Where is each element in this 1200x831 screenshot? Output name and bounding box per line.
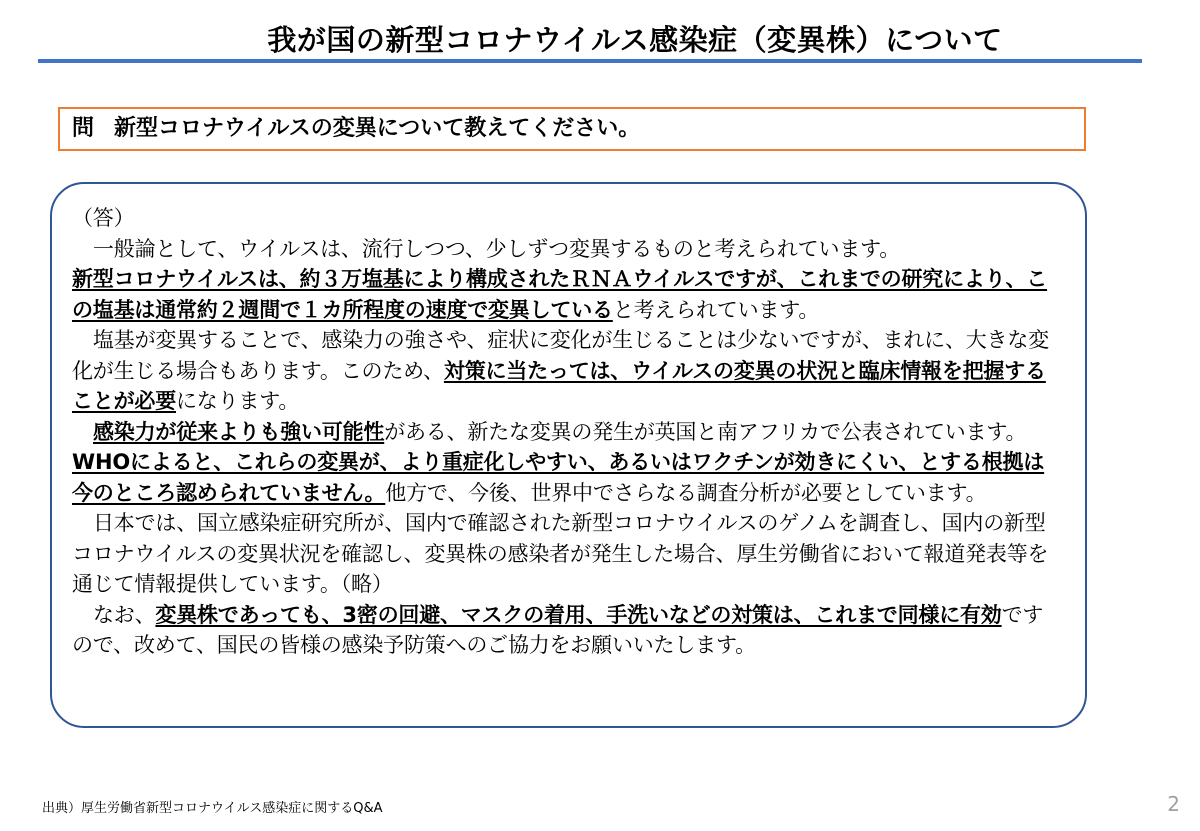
- question-text: 新型コロナウイルスの変異について教えてください。: [114, 116, 641, 141]
- answer-paragraph-4: [72, 417, 1062, 509]
- p2-emphasis: 新型コロナウイルスは、約３万塩基により構成されたＲＮＡウイルスですが、これまでの研究により、この塩基は通常約２週間で１カ所程度の速度で変異している: [72, 267, 1048, 322]
- p2-tail: と考えられています。: [612, 297, 820, 322]
- question-label: 問: [72, 116, 95, 141]
- p5-text: 日本では、国立感染症研究所が、国内で確認された新型コロナウイルスのゲノムを調査し、国内の新型コロナウイルスの変異状況を確認し、変異株の感染者が発生した場合、厚生労働省において報道発表等を通じて情報提供しています。（略）: [72, 511, 1049, 596]
- question-box: [58, 107, 1086, 151]
- title-divider: [38, 59, 1142, 63]
- answer-body: [72, 203, 1062, 661]
- p3-text: 塩基が変異することで、感染力の強さや、症状に変化が生じることは少ないですが、まれに、大きな変化が生じる場合もあります。このため、: [72, 328, 1049, 383]
- answer-heading: （答）: [72, 206, 135, 230]
- p4-emphasis-1: 感染力が従来よりも強い可能性: [93, 419, 385, 444]
- p4-tail: 他方で、今後、世界中でさらなる調査分析が必要としています。: [385, 480, 987, 505]
- p1-text: 一般論として、ウイルスは、流行しつつ、少しずつ変異するものと考えられています。: [93, 236, 900, 261]
- p3-tail: になります。: [176, 389, 300, 413]
- answer-paragraph-5: [72, 508, 1062, 600]
- p3-emphasis: 対策に当たっては、ウイルスの変異の状況と臨床情報を把握することが必要: [72, 358, 1046, 413]
- p6-tail: ですので、改めて、国民の皆様の感染予防策へのご協力をお願いいたします。: [72, 602, 1044, 657]
- page-title: 我が国の新型コロナウイルス感染症（変異株）について: [267, 23, 1003, 57]
- p6-lead: なお、: [93, 602, 156, 627]
- p4-emphasis-2: WHOによると、これらの変異が、より重症化しやすい、あるいはワクチンが効きにくい、とする根拠は今のところ認められていません。: [72, 450, 1045, 505]
- answer-paragraph-6: [72, 600, 1062, 661]
- page-number: 2: [1167, 792, 1180, 816]
- answer-paragraph-3: [72, 325, 1062, 417]
- p4-mid: がある、新たな変異の発生が英国と南アフリカで公表されています。: [384, 419, 1027, 444]
- source-citation: 出典）厚生労働省新型コロナウイルス感染症に関するQ&A: [42, 801, 383, 816]
- answer-paragraph-2: [72, 264, 1062, 325]
- p6-emphasis: 変異株であっても、3密の回避、マスクの着用、手洗いなどの対策は、これまで同様に有効: [155, 602, 1002, 627]
- answer-paragraph-1: [72, 234, 1062, 265]
